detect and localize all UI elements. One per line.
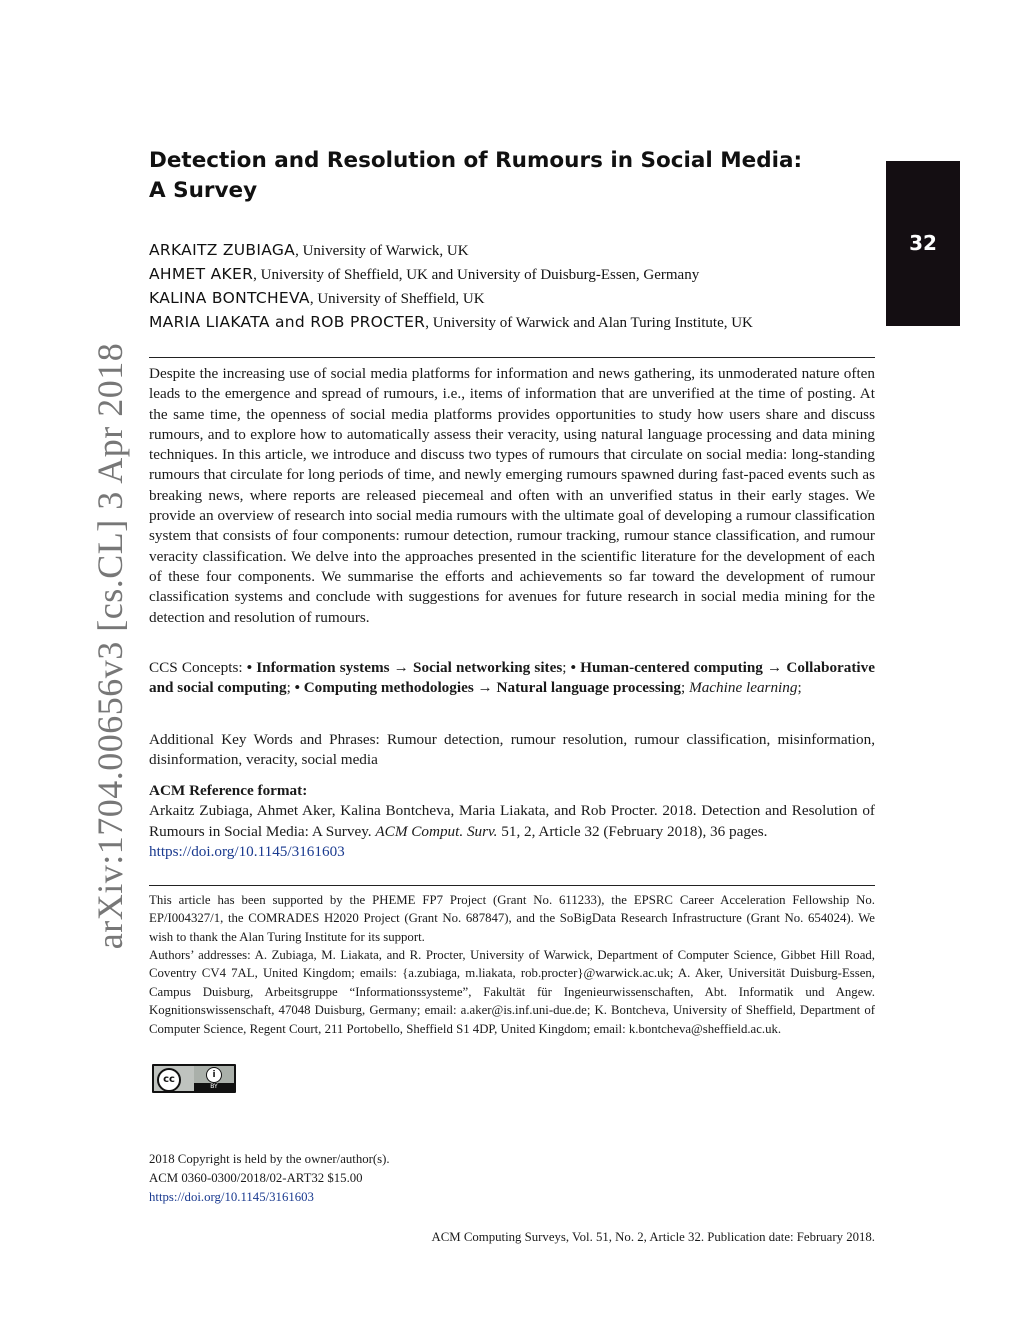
cc-icon: cc (157, 1068, 181, 1092)
copyright-line: 2018 Copyright is held by the owner/author(s). (149, 1152, 390, 1166)
cc-badge-left (154, 1066, 194, 1091)
acm-reference-text-2: 51, 2, Article 32 (February 2018), 36 pages. (497, 822, 768, 840)
page-footer: ACM Computing Surveys, Vol. 51, No. 2, Article 32. Publication date: February 2018. (431, 1230, 875, 1244)
cc-by-license-badge[interactable] (152, 1064, 236, 1093)
ccs-concept: • Human-centered computing → Collaborative and social computing (149, 659, 875, 697)
ccs-separator: ; (562, 659, 571, 676)
author-affiliation: , University of Warwick and Alan Turing Institute, UK (425, 315, 753, 331)
cc-badge-right (194, 1066, 234, 1091)
ccs-separator: ; (681, 679, 690, 697)
author-line (149, 310, 879, 334)
article-number-tab (886, 161, 960, 326)
paper-title (149, 146, 869, 206)
attribution-person-icon: i (206, 1067, 222, 1083)
arxiv-stamp: arXiv:1704.00656v3 [cs.CL] 3 Apr 2018 (90, 342, 130, 950)
by-label: BY (194, 1083, 234, 1091)
copyright-block (149, 1150, 749, 1207)
acm-reference-text: Arkaitz Zubiaga, Ahmet Aker, Kalina Bontcheva, Maria Liakata, and Rob Procter. 2018. Detection and Resolution of Rumours in Social Media: A Survey. (149, 802, 875, 840)
author-affiliation: , University of Sheffield, UK (309, 291, 485, 307)
abstract: Despite the increasing use of social media platforms for information and news gathering, its unmoderated nature often leads to the emergence and spread of rumours, i.e., items of information that are unverified at the time of posting. At the same time, the openness of social media platforms provides opportunities to study how users share and discuss rumours, and to explore how to automatically assess their veracity, using natural language processing and data mining techniques. In this article, we introduce and discuss two types of rumours that circulate on social media: long-standing rumours that circulate for long periods of time, and newly emerging rumours spawned during fast-paced events such as breaking news, where reports are released piecemeal and often with an unverified status in their early stages. We provide an overview of research into social media rumours with the ultimate goal of developing a rumour classification system that consists of four components: rumour detection, rumour tracking, rumour stance classification, and rumour veracity classification. We delve into the approaches presented in the scientific literature for the development of each of these four components. We summarise the efforts and achievements so far toward the development of rumour classification systems and conclude with suggestions for avenues for future research in social media mining for the detection and resolution of rumours. (149, 365, 875, 626)
abstract-top-rule (149, 357, 875, 358)
author-line (149, 286, 879, 310)
author-name: ARKAITZ ZUBIAGA (149, 241, 296, 259)
article-number: 32 (909, 231, 937, 255)
author-name: MARIA LIAKATA and ROB PROCTER (149, 313, 426, 331)
addresses-footnote: Authors’ addresses: A. Zubiaga, M. Liakata, and R. Procter, University of Warwick, Department of Computer Science, Gibbet Hill Road, Coventry CV4 7AL, United Kingdom; emails: {a.zubiaga, m.liakata, rob.procter}@warwick.ac.uk; A. Aker, Universität Duisburg-Essen, Campus Duisburg, Arbeitsgruppe “Informationssysteme”, Fakultät für Ingenieurwissenschaften, Abt. Informatik und Angew. Kognitionswissenschaft, 47048 Duisburg, Germany; email: a.aker@is.inf.uni-due.de; K. Bontcheva, University of Sheffield, Department of Computer Science, Regent Court, 211 Portobello, Sheffield S1 4DP, United Kingdom; email: k.bontcheva@sheffield.ac.uk. (149, 948, 875, 1036)
ccs-concept: • Computing methodologies → Natural language processing (294, 679, 682, 697)
ccs-concept-italic: Machine learning (689, 679, 798, 697)
title-line-2: A Survey (149, 178, 258, 203)
author-affiliation: , University of Sheffield, UK and University of Duisburg-Essen, Germany (253, 267, 700, 283)
keywords: Additional Key Words and Phrases: Rumour detection, rumour resolution, rumour classification, misinformation, disinformation, veracity, social media (149, 731, 875, 769)
author-line (149, 238, 879, 262)
doi-link[interactable]: https://doi.org/10.1145/3161603 (149, 842, 345, 860)
copyright-doi-link[interactable]: https://doi.org/10.1145/3161603 (149, 1190, 314, 1204)
ccs-concepts (149, 658, 875, 699)
acm-reference (149, 781, 875, 862)
ccs-end: ; (797, 679, 802, 697)
author-line (149, 262, 879, 286)
ccs-separator: ; (286, 679, 295, 697)
author-affiliation: , University of Warwick, UK (295, 243, 469, 259)
ccs-label: CCS Concepts: (149, 659, 247, 676)
ccs-concept: • Information systems → Social networking sites (246, 659, 563, 676)
issn-line: ACM 0360-0300/2018/02-ART32 $15.00 (149, 1171, 363, 1185)
footnote-rule (149, 885, 875, 886)
author-name: AHMET AKER (149, 265, 254, 283)
author-list (149, 238, 879, 334)
funding-footnote: This article has been supported by the PHEME FP7 Project (Grant No. 611233), the EPSRC Career Acceleration Fellowship No. EP/I004327/1, the COMRADES H2020 Project (Grant No. 687847), and the SoBigData Research Infrastructure (Grant No. 654024). We wish to thank the Alan Turing Institute for its support. (149, 893, 875, 944)
title-line-1: Detection and Resolution of Rumours in Social Media: (149, 148, 803, 173)
acm-reference-heading: ACM Reference format: (149, 782, 308, 799)
journal-name: ACM Comput. Surv. (375, 822, 498, 840)
author-name: KALINA BONTCHEVA (149, 289, 310, 307)
